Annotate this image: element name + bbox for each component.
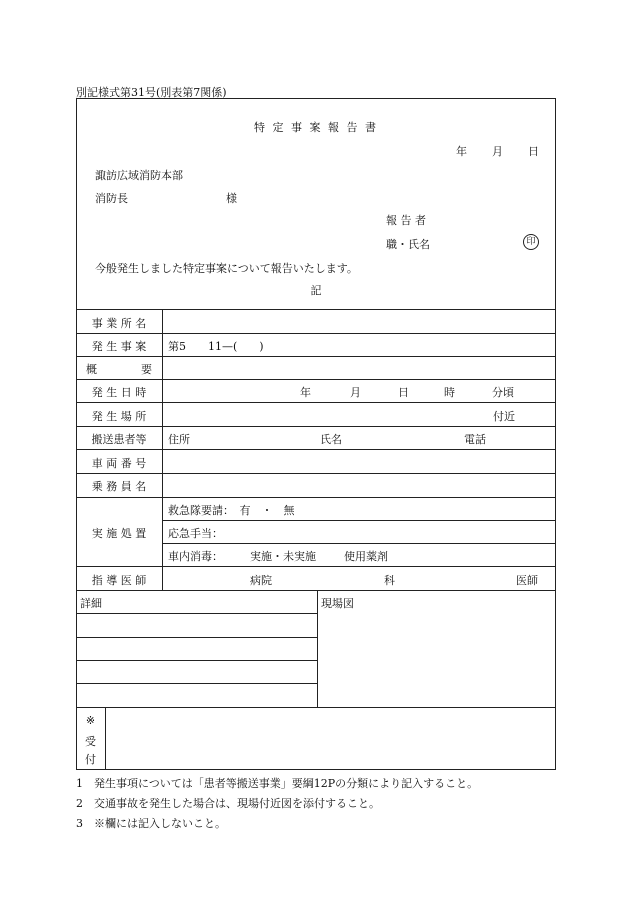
patient-address-label: 住所 [168, 433, 190, 446]
row-divider [76, 426, 556, 427]
datetime-day: 日 [398, 386, 409, 399]
details-line [76, 660, 317, 661]
label-case: 発 生 事 案 [91, 340, 147, 353]
measures-disinfection-status: 実施・未実施 [250, 550, 316, 563]
row-divider [76, 707, 556, 708]
addressee-chief: 消防長 [95, 192, 128, 205]
label-place: 発 生 場 所 [91, 410, 147, 423]
datetime-month: 月 [350, 386, 361, 399]
details-scene-divider [317, 590, 318, 707]
measures-disinfectant: 使用薬剤 [344, 550, 388, 563]
row-divider [76, 309, 556, 310]
receipt-char-2: 付 [85, 753, 96, 766]
intro-text: 今般発生しました特定事案について報告いたします。 [95, 262, 358, 275]
label-crew: 乗 務 員 名 [91, 480, 147, 493]
form-reference: 別記様式第31号(別表第7関係) [76, 86, 227, 99]
datetime-year: 年 [300, 386, 311, 399]
measures-ambulance: 救急隊要請： 有 ・ 無 [168, 504, 295, 517]
label-summary: 概 要 [86, 363, 152, 376]
measures-disinfection-label: 車内消毒： [168, 550, 223, 563]
addressee-org: 諏訪広域消防本部 [95, 169, 183, 182]
row-divider [76, 566, 556, 567]
label-vehicle: 車 両 番 号 [91, 457, 147, 470]
case-value: 第5 11—( ) [168, 340, 264, 353]
date-year: 年 [456, 145, 467, 158]
note-1: 1 発生事項については「患者等搬送事業」要綱12Pの分類により記入すること。 [76, 777, 479, 790]
receipt-mark: ※ [85, 714, 96, 727]
label-column-divider [162, 309, 163, 590]
receipt-char-1: 受 [85, 735, 96, 748]
row-divider [76, 333, 556, 334]
date-day: 日 [528, 145, 539, 158]
date-month: 月 [492, 145, 503, 158]
addressee-honorific: 様 [226, 192, 237, 205]
reporter-name-label: 職・氏名 [386, 238, 430, 251]
details-label: 詳細 [80, 597, 102, 610]
row-divider [76, 449, 556, 450]
row-divider [162, 520, 556, 521]
doctor-hospital-label: 病院 [250, 574, 272, 587]
row-divider [76, 379, 556, 380]
form-title: 特 定 事 案 報 告 書 [254, 121, 378, 134]
scene-diagram-label: 現場図 [321, 597, 354, 610]
label-datetime: 発 生 日 時 [91, 386, 147, 399]
label-measures: 実 施 処 置 [91, 527, 147, 540]
doctor-dept-label: 科 [384, 574, 395, 587]
details-line [76, 613, 317, 614]
receipt-divider [105, 707, 106, 770]
label-patient: 搬送患者等 [91, 433, 147, 446]
row-divider [76, 497, 556, 498]
datetime-minute: 分頃 [492, 386, 514, 399]
label-doctor: 指 導 医 師 [91, 574, 147, 587]
row-divider [76, 356, 556, 357]
reporter-label: 報 告 者 [386, 214, 426, 227]
patient-name-label: 氏名 [320, 433, 342, 446]
row-divider [76, 402, 556, 403]
ki-mark: 記 [310, 284, 322, 297]
place-suffix: 付近 [493, 410, 515, 423]
measures-first-aid: 応急手当： [168, 527, 223, 540]
seal-icon: 印 [523, 234, 539, 250]
row-divider [76, 473, 556, 474]
patient-phone-label: 電話 [464, 433, 486, 446]
row-divider [162, 543, 556, 544]
datetime-hour: 時 [444, 386, 455, 399]
doctor-name-label: 医師 [516, 574, 538, 587]
note-3: 3 ※欄には記入しないこと。 [76, 817, 226, 830]
row-divider [76, 590, 556, 591]
note-2: 2 交通事故を発生した場合は、現場付近図を添付すること。 [76, 797, 380, 810]
details-line [76, 683, 317, 684]
details-line [76, 637, 317, 638]
label-office-name: 事 業 所 名 [91, 317, 147, 330]
